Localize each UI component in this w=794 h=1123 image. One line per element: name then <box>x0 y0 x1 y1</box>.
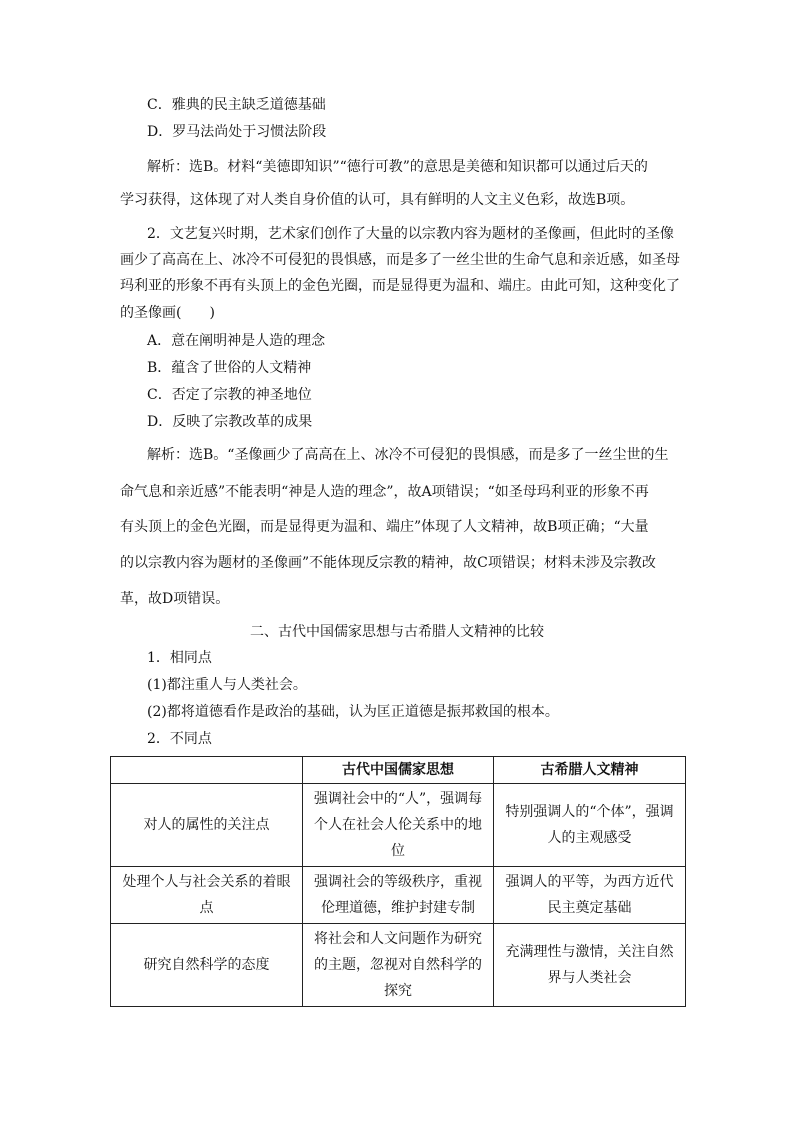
table-header-row <box>111 757 686 784</box>
subheading-similarities: 1．相同点 <box>147 650 212 666</box>
analysis-text: 解析：选B。“圣像画少了高高在上、冰冷不可侵犯的畏惧感，而是多了一丝尘世的生 <box>147 447 669 463</box>
table-cell: 充满理性与激情，关注自然界与人类社会 <box>494 924 686 1007</box>
table-row-label: 处理个人与社会关系的着眼点 <box>111 867 303 924</box>
subheading-differences: 2．不同点 <box>147 731 212 747</box>
table-cell: 强调人的平等，为西方近代民主奠定基础 <box>494 867 686 924</box>
comparison-table <box>110 756 686 1007</box>
table-header-cell: 古希腊人文精神 <box>494 757 686 784</box>
similarity-item: (1)都注重人与人类社会。 <box>147 677 307 693</box>
option-d: D．罗马法尚处于习惯法阶段 <box>147 124 327 140</box>
table-header-cell: 古代中国儒家思想 <box>303 757 494 784</box>
analysis-text: 的以宗教内容为题材的圣像画”不能体现反宗教的精神，故C项错误；材料未涉及宗教改 <box>120 555 656 571</box>
option-b: B．蕴含了世俗的人文精神 <box>147 360 312 376</box>
table-cell: 将社会和人文问题作为研究的主题，忽视对自然科学的探究 <box>303 924 494 1007</box>
analysis-text: 学习获得，这体现了对人类自身价值的认可，具有鲜明的人文主义色彩，故选B项。 <box>120 192 635 208</box>
question-2-text: 玛利亚的形象不再有头顶上的金色光圈，而是显得更为温和、端庄。由此可知，这种变化了 <box>120 278 680 294</box>
analysis-text: 命气息和亲近感”不能表明“神是人造的理念”，故A项错误；“如圣母玛利亚的形象不再 <box>120 484 649 500</box>
table-cell: 强调社会中的“人”，强调每个人在社会人伦关系中的地位 <box>303 784 494 867</box>
table-row <box>111 784 686 867</box>
question-2-text: 2．文艺复兴时期，艺术家们创作了大量的以宗教内容为题材的圣像画，但此时的圣像 <box>147 226 674 242</box>
table-row-label: 研究自然科学的态度 <box>111 924 303 1007</box>
table-row <box>111 924 686 1007</box>
option-c: C．雅典的民主缺乏道德基础 <box>147 97 326 113</box>
option-d: D．反映了宗教改革的成果 <box>147 414 313 430</box>
similarity-item: (2)都将道德看作是政治的基础，认为匡正道德是振邦救国的根本。 <box>147 704 559 720</box>
option-c: C．否定了宗教的神圣地位 <box>147 387 312 403</box>
question-2-text: 的圣像画( ) <box>120 305 215 321</box>
table-cell: 强调社会的等级秩序，重视伦理道德，维护封建专制 <box>303 867 494 924</box>
section-title: 二、古代中国儒家思想与古希腊人文精神的比较 <box>250 624 544 640</box>
analysis-text: 革，故D项错误。 <box>120 591 230 607</box>
table-cell: 特别强调人的“个体”，强调人的主观感受 <box>494 784 686 867</box>
option-a: A．意在阐明神是人造的理念 <box>147 333 326 349</box>
analysis-text: 解析：选B。材料“美德即知识”“德行可教”的意思是美德和知识都可以通过后天的 <box>147 159 648 175</box>
table-row-label: 对人的属性的关注点 <box>111 784 303 867</box>
analysis-text: 有头顶上的金色光圈，而是显得更为温和、端庄”体现了人文精神，故B项正确；“大量 <box>120 519 649 535</box>
table-row <box>111 867 686 924</box>
question-2-text: 画少了高高在上、冰冷不可侵犯的畏惧感，而是多了一丝尘世的生命气息和亲近感，如圣母 <box>120 252 680 268</box>
table-corner-cell <box>111 757 303 784</box>
